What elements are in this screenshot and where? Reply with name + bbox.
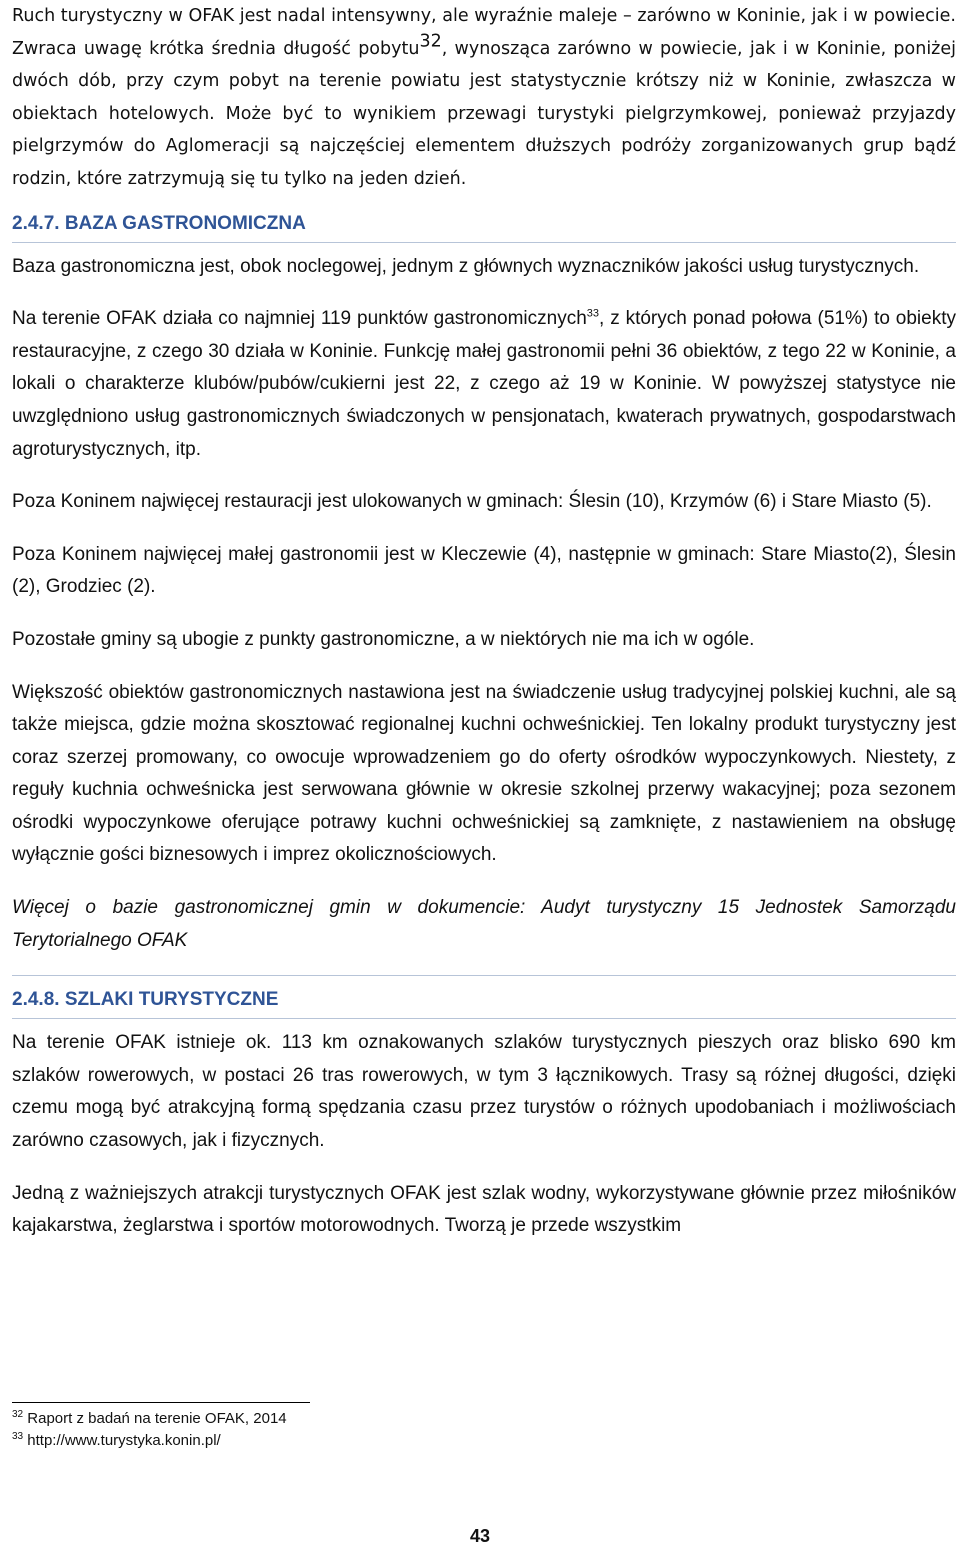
gastronomy-paragraph-2 [12,303,956,466]
footnotes [12,1408,287,1452]
intro-text-c: Może być to wynikiem przewagi turystyki pielgrzymkowej, ponieważ przyjazdy pielgrzymów do Aglomeracji są najczęściej elementem dłuższych podróży zorganizowanych grup bądź rodzin, które zatrzymują się tu tylko na jeden dzień. [12,103,956,189]
intro-text-a: Ruch turystyczny w OFAK jest nadal intensywny, ale wyraźnie maleje – zarówno w Koninie, jak i w powiecie. Zwraca uwagę krótka średnia długość pobytu [12,6,956,59]
footnote-32 [12,1408,287,1430]
footnote-ref-33: 33 [586,307,600,320]
intro-paragraph [12,0,956,196]
gastronomy-p2-text-a: Na terenie OFAK działa co najmniej 119 punktów gastronomicznych [12,308,587,330]
gastronomy-paragraph-1: Baza gastronomiczna jest, obok noclegowej, jednym z głównych wyznaczników jakości usług turystycznych. [12,255,920,277]
gastronomy-paragraph-6: Większość obiektów gastronomicznych nastawiona jest na świadczenie usług tradycyjnej polskiej kuchni, ale są także miejsca, gdzie można skosztować regionalnej kuchni ochweśnickiej. Ten lokalny produkt turystyczny jest coraz szerzej promowany, co owocuje wprowadzeniem go do oferty ośrodków wypoczynkowych. Niestety, z reguły kuchnia ochweśnicka jest serwowana głównie w okresie szkolnej przerwy wakacyjnej; poza sezonem ośrodki wypoczynkowe oferujące potrawy kuchni ochweśnickiej są zamknięte, z nastawieniem na obsługę wyłącznie gości biznesowych i imprez okolicznościowych. [12,681,956,866]
gastronomy-reference-note: Więcej o bazie gastronomicznej gmin w dokumencie: Audyt turystyczny 15 Jednostek Samorządu Terytorialnego OFAK [12,897,956,951]
intro-text-b: , wynosząca zarówno w powiecie, jak i w Koninie, poniżej dwóch dób, przy czym pobyt na terenie powiatu jest statystycznie krótszy niż w Koninie, zwłaszcza w obiektach hotelowych. [12,38,956,124]
gastronomy-paragraph-3: Poza Koninem najwięcej restauracji jest ulokowanych w gminach: Ślesin (10), Krzymów (6) i Stare Miasto (5). [12,491,932,513]
section-heading-gastronomy: 2.4.7. BAZA GASTRONOMICZNA [12,210,956,243]
trails-paragraph-2: Jedną z ważniejszych atrakcji turystycznych OFAK jest szlak wodny, wykorzystywane głównie przez miłośników kajakarstwa, żeglarstwa i sportów motorowodnych. Tworzą je przede wszystkim [12,1182,956,1237]
footnote-text: Raport z badań na terenie OFAK, 2014 [23,1410,287,1427]
document-page [12,0,956,1243]
footnote-33 [12,1430,287,1452]
page-number: 43 [469,1526,491,1546]
footnote-link[interactable]: http://www.turystyka.konin.pl/ [23,1432,221,1449]
section-heading-trails: 2.4.8. SZLAKI TURYSTYCZNE [12,975,956,1019]
gastronomy-paragraph-4: Poza Koninem najwięcej małej gastronomii jest w Kleczewie (4), następnie w gminach: Stare Miasto(2), Ślesin (2), Grodziec (2). [12,543,956,598]
footnote-separator [12,1402,310,1403]
footnote-ref-32: 32 [419,31,442,52]
footnote-number: 32 [12,1409,24,1420]
gastronomy-paragraph-5: Pozostałe gminy są ubogie z punkty gastronomiczne, a w niektórych nie ma ich w ogóle. [12,628,755,650]
trails-paragraph-1: Na terenie OFAK istnieje ok. 113 km oznakowanych szlaków turystycznych pieszych oraz blisko 690 km szlaków rowerowych, w postaci 26 tras rowerowych, w tym 3 łącznikowych. Trasy są różnej długości, dzięki czemu mogą być atrakcyjną formą spędzania czasu przez turystów o różnych upodobaniach i możliwościach zarówno czasowych, jak i fizycznych. [12,1032,956,1152]
footnote-number: 33 [12,1431,24,1442]
gastronomy-p2-text-b: , z których ponad połowa (51%) to obiekty restauracyjne, z czego 30 działa w Koninie. Funkcję małej gastronomii pełni 36 obiektów, z tego 22 w Koninie, a lokali o charakterze klubów/pubów/cukierni jest 22, z czego aż 19 w Koninie. W powyższej statystyce nie uwzględniono usług gastronomicznych świadczonych w pensjonatach, kwaterach prywatnych, gospodarstwach agroturystycznych, itp. [12,308,956,460]
